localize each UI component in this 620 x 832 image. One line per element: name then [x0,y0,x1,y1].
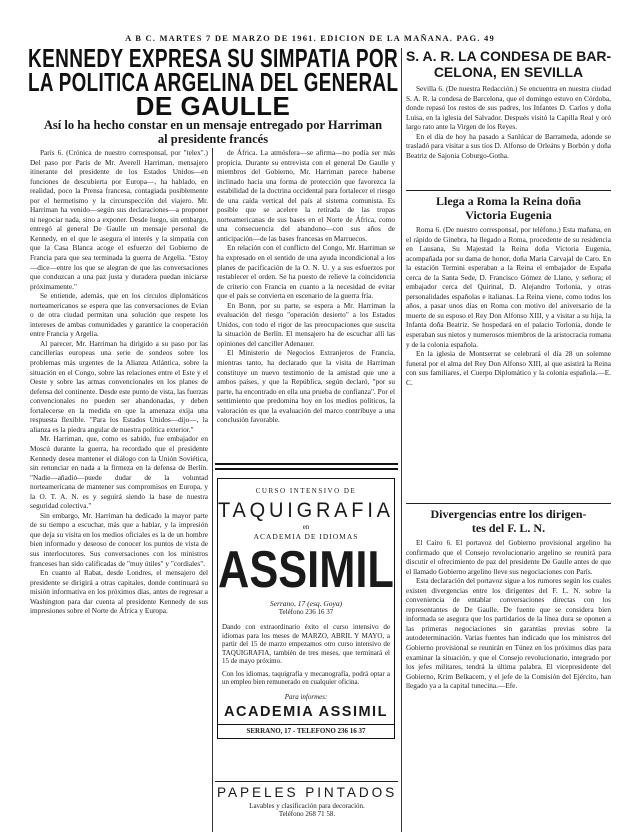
divider [215,468,398,470]
article-headline [406,48,611,80]
ad-info-text: Para informes: [284,692,328,701]
ad-line [218,532,394,541]
paragraph: de África. La atmósfera—se afirma—no podía ser más propicia. Durante su entrevista con el general De Gaulle y miembros del Gobierno, Mr. Harriman parece haberse inclinado hacia una forma de protección que favorezca la estabilidad de la doctrina occidental para fortalecer el riesgo de una caída vertical del país al sistema comunista. Es posible que se acelere la retirada de las tropas norteamericanas de sus bases en el Norte de África, como una consecuencia del abandono—con sus años de anticipación—de las bases francesas en Marruecos. [217,148,395,243]
paragraph: Esta declaración del portavoz sigue a los rumores según los cuales existen divergencias entre los dirigentes del F. L. N. sobre la conveniencia de entablar conversaciones directas con los representantes de De Gaulle. De fuente que se considera bien informada se asegura que los partidarios de la línea dura se oponen a las primeras negociaciones sin garantías previas sobre la autodeterminación. Varias fuentes han indicado que los ministros del Gobierno provisional se reunirán en Túnez en los próximos días para examinar la situación, y que el Consejo revolucionario, integrado por los jefes militares, tendrá la última palabra. El vicepresidente del Gobierno, Krim Belkacem, y el jefe de la Comisión del Ejército, han llegado ya a la capital tunecina.—Efe. [406,576,611,691]
article-body [406,538,611,828]
ad-body: Con los idiomas, taquigrafía y mecanografía, podrá optar a un empleo bien remunerado en cualquier oficina. [222,669,390,686]
assimil-advertisement [217,478,395,739]
paragraph: En la iglesia de Montserrat se celebrará el día 28 un solemne funeral por el alma del Rey Don Alfonso XIII, al que asistirá la Reina con sus familiares, el Cuerpo Diplomático y la colonia española.—E. C. [406,349,611,387]
papeles-phone [217,810,397,818]
article-headline [406,507,611,535]
folio-text: A B C. MARTES 7 DE MARZO DE 1961. EDICION DE LA MAÑANA. PAG. 49 [125,33,495,43]
headline-text: KENNEDY EXPRESA SU SIMPATIA POR [28,43,399,73]
ad-phone [218,608,394,617]
headline-text: Llega a Roma la Reina doña [435,194,581,208]
paragraph: París 6. (Crónica de nuestro corresponsal, por "telex".) Del paso por París de Mr. Averell Harriman, mensajero itinerante del presidente de los Estados Unidos—en funciones de descubierta por Europa—, ha hablado, en realidad, poco la Prensa francesa, contagiada posiblemente por el hermetismo y la circunspección del viajero. Mr. Harriman ha venido—según sus declaraciones—a proponer ni negociar nada, sino a exponer. Desde luego, sin embargo, entregó al general De Gaulle un mensaje personal de Kennedy, en el que le asegura el interés y la simpatía con que la Casa Blanca acoge el esfuerzo del Gobierno de Francia para que sea terminada la guerra de Argelia. "Estoy—dice—entre los que se alegran de que las conversaciones que conduzcan a una paz justa y duradera puedan iniciarse próximamente." [30,148,208,291]
papeles-line-text: Lavables y clasificación para decoración. [249,802,365,810]
ad-academy [218,704,394,721]
subheadline-line [28,133,398,147]
left-column [30,148,208,828]
ad-brand-logo [218,541,394,599]
headline-line [406,521,611,535]
headline-line [406,208,611,222]
ad-brand-text: ASSIMIL [218,541,394,599]
divider [215,463,398,465]
paragraph: En el día de hoy ha pasado a Sanlúcar de Barrameda, adonde se trasladó para visitar a sus tíos D. Alfonso de Orleáns y Borbón y doña Beatriz de Sajonia Coburgo-Gotha. [406,131,611,160]
subheadline-line [28,119,398,133]
headline-line [406,48,611,64]
page-folio [0,33,620,43]
headline-line [406,194,611,208]
paragraph: Sin embargo, Mr. Harriman ha dedicado la mayor parte de su tiempo a escuchar, más que a hablar, y la impresión que deja su visita en los medios oficiales es la de un hombre bien informado y deseoso de conocer los puntos de vista de sus interlocutores. Sus conversaciones con los ministros franceses han sido calificadas de "muy útiles" y "cordiales". [30,510,208,568]
ad-line-text: CURSO INTENSIVO DE [255,487,357,495]
paragraph: En relación con el conflicto del Congo, Mr. Harriman se ha expresado en el sentido de una ayuda incondicional a los planes de pacificación de la O. N. U. y a sus esfuerzos por restablecer el orden. Se ha puesto de relieve la coincidencia de criterio con Francia en cuanto a la necesidad de evitar que el país se convierta en escenario de la guerra fría. [217,243,395,301]
paragraph: El Cairo 6. El portavoz del Gobierno provisional argelino ha confirmado que el Consejo revolucionario argelino se reunirá para discutir el ofrecimiento de paz del presidente De Gaulle antes de que el llamado Gobierno argelino lleve sus negociaciones con París. [406,538,611,576]
ad-info-label [218,693,394,702]
paragraph: Sevilla 6. (De nuestra Redacción.) Se encuentra en nuestra ciudad S. A. R. la condesa de Barcelona, que el domingo estuvo en Córdoba, donde repasó los restos de sus padres, los Infantes D. Carlos y doña Luisa, en la iglesia del Salvador. Después visitó la Capilla Real y oró largo rato ante la Virgen de los Reyes. [406,84,611,132]
paragraph: Se entiende, además, que en los círculos diplomáticos norteamericanos se espera que las conversaciones de Evian o de otra ciudad permitan una solución que respete los intereses de ambas comunidades y garantice la cooperación entre Francia y Argelia. [30,291,208,339]
ad-line [218,487,394,496]
middle-column [217,148,395,454]
headline-text: Divergencias entre los dirigen- [430,507,587,521]
ad-line-text: ACADEMIA DE IDIOMAS [253,532,359,541]
headline-line [406,507,611,521]
paragraph: Roma 6. (De nuestro corresponsal, por teléfono.) Esta mañana, en el rápido de Ginebra, ha llegado a Roma, procedente de su residencia en Lausana, Su Majestad la Reina doña Victoria Eugenia, acompañada por su dama de honor, doña María Carvajal de Caro. En la estación Termini esperaban a la Reina el embajador de España cerca de la Santa Sede, D. Francisco Gómez de Llano, y señora; el embajador cerca del Quirinal, D. Alejandro Torlonia, y otras personalidades españolas e italianas. La Reina viene, como todos los años, a pasar unos días en Roma con motivo del aniversario de la muerte de su esposo el Rey Don Alfonso XIII, y a visitar a su hija, la Infanta doña Beatriz. Se hospedará en el palacio Torlonia, donde le esperaban sus nietos y numerosos miembros de la aristocracia romana y de la colonia española. [406,225,611,349]
divider [215,781,398,782]
ad-address-text: Serrano, 17 (esq. Goya) [269,599,343,608]
ad-phone-text: Teléfono 236 16 37 [278,608,334,616]
ad-taquigrafia-text: TAQUIGRAFIA [218,499,394,522]
ad-academy-text: ACADEMIA ASSIMIL [224,703,388,720]
headline-line [28,67,399,97]
papeles-title-text: PAPELES PINTADOS [217,784,398,800]
paragraph: En Bonn, por su parte, se espera a Mr. Harriman la evaluación del riesgo "operación desierto" a los Estados Unidos, con todo el rigor de las preocupaciones que suscita la situación de Berlín. El mensajero ha de escuchar allí las opiniones del canciller Adenauer. [217,300,395,348]
headline-text: Victoria Eugenia [465,208,552,222]
headline-text: DE GAULLE [135,91,291,121]
article-headline [406,194,611,222]
ad-taquigrafia [218,499,394,523]
ad-body: Dando con extraordinario éxito el curso intensivo de idiomas para los meses de MARZO, ABRIL Y MAYO, a partir del 15 de marzo empezamos otro curso intensivo de TAQUIGRAFIA, también de tres meses, que terminará el 15 de mayo próximo. [222,623,390,665]
ad-footer-text: SERRANO, 17 - TELEFONO 236 16 37 [246,726,366,735]
subheadline-text: al presidente francés [157,131,269,146]
paragraph: Al parecer, Mr. Harriman ha dirigido a su paso por las cancillerías europeas una serie de sondeos sobre los problemas más urgentes de la Alianza Atlántica, sobre la situación en el Congo, sobre las relaciones entre el Este y el Oeste y sobre las armas convencionales en los planes de defensa del continente. Desde este punto de vista, las fuerzas convencionales no pueden ser abandonadas, y deben fortalecerse en la medida en que la amenaza exija una respuesta flexible. "Para los Estados Unidos—dijo—, la alianza es la piedra angular de nuestra política exterior." [30,338,208,434]
headline-text: S. A. R. LA CONDESA DE BAR- [406,48,612,64]
headline-text: LA POLITICA ARGELINA DEL GENERAL [28,67,399,97]
right-column [406,48,611,832]
headline-text: CELONA, EN SEVILLA [433,64,584,80]
paragraph: Mr. Harriman, que, como es sabido, fue embajador en Moscú durante la guerra, ha recordado que el presidente Kennedy desea mantener el diálogo con la Unión Soviética, sin renunciar en nada a la firmeza en la defensa de Berlín. "Nadie—añadió—puede dudar de la voluntad norteamericana de mantener sus compromisos en Europa, y la O. T. A. N. es y seguirá siendo la base de nuestra seguridad colectiva." [30,434,208,511]
ad-address [218,599,394,608]
papeles-phone-text: Teléfono 268 71 58. [278,810,336,818]
headline-line [28,91,398,121]
papeles-title [217,784,397,800]
subheadline [28,119,398,146]
paragraph: En cuanto al Rabat, desde Londres, el mensajero del presidente se dirigirá a otras capitales, donde continuará su misión informativa en los próximos días, antes de regresar a Washington para dar cuenta al presidente Kennedy de sus impresiones sobre el Norte de África y Europa. [30,568,208,616]
ad-line [218,523,394,532]
main-headline [28,43,399,121]
ad-line-text: en [302,523,310,531]
column-rule [212,148,213,832]
subheadline-text: Así lo ha hecho constar en un mensaje entregado por Harriman [43,118,383,132]
article-body [406,84,611,187]
column-rule [401,48,402,832]
divider [406,190,611,191]
papeles-line [217,802,397,810]
papeles-text [217,802,397,818]
article-body [406,225,611,500]
divider [406,503,611,504]
headline-line [406,64,611,80]
headline-text: tes del F. L. N. [471,521,546,535]
paragraph: El Ministerio de Negocios Extranjeros de Francia, mientras tanto, ha declarado que la visita de Harriman constituye un nuevo testimonio de la amistad que une a ambos países, y que la República, según declaró, "por su parte, ha encontrado en ella una prueba de confianza". Por el sentimiento que predomina hoy en los medios políticos, la valoración es que la evaluación del marco contribuye a una conclusión favorable. [217,348,395,425]
ad-footer [218,724,394,736]
